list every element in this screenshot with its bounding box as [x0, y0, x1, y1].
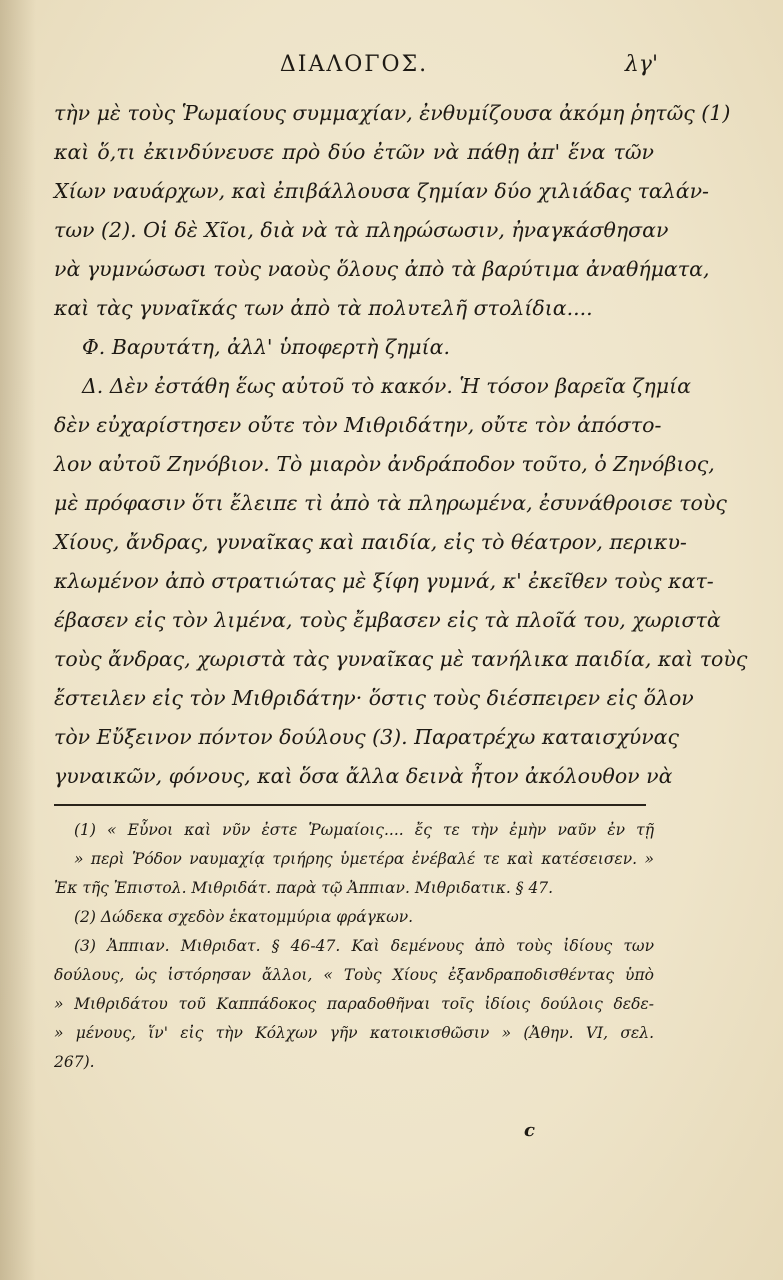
text-line: έβασεν εἰς τὸν λιμένα, τοὺς ἔμβασεν εἰς τὰ πλοῖά του, χωριστὰ [54, 608, 721, 632]
text-line: καὶ τὰς γυναῖκάς των ἀπὸ τὰ πολυτελῆ στολίδια.... [54, 296, 593, 320]
text-line: Φ. Βαρυτάτη, ἀλλ' ὑποφερτὴ ζημία. [82, 335, 451, 359]
footnote-line: (2) Δώδεκα σχεδὸν ἑκατομμύρια φράγκων. [74, 908, 414, 926]
page-number: λγ' [624, 52, 658, 77]
footnote-line: » μένους, ἵν' εἰς τὴν Κόλχων γῆν κατοικισθῶσιν » (Ἀθην. VI, σελ. [54, 1024, 654, 1042]
footnote-line: Ἐκ τῆς Ἐπιστολ. Μιθριδάτ. παρὰ τῷ Ἀππιαν. Μιθριδατικ. § 47. [54, 879, 554, 897]
page-header [54, 52, 658, 86]
signature-mark: c [524, 1120, 535, 1141]
footnote-line: δούλους, ὡς ἱστόρησαν ἄλλοι, « Τοὺς Χίους ἐξανδραποδισθέντας ὑπὸ [54, 966, 654, 984]
footnote-line: » περὶ Ῥόδον ναυμαχίᾳ τριήρης ὑμετέρα ἐνέβαλέ τε καὶ κατέσεισεν. » [74, 850, 654, 868]
footnote-line: (1) « Εὖνοι καὶ νῦν ἐστε Ῥωμαίοις.... ἔς τε τὴν ἐμὴν ναῦν ἐν τῇ [74, 821, 654, 839]
text-line: τοὺς ἄνδρας, χωριστὰ τὰς γυναῖκας μὲ τανήλικα παιδία, καὶ τοὺς [54, 647, 748, 671]
text-line: λον αὐτοῦ Ζηνόβιον. Τὸ μιαρὸν ἀνδράποδον τοῦτο, ὁ Ζηνόβιος, [54, 452, 715, 476]
text-line: ἔστειλεν εἰς τὸν Μιθριδάτην· ὅστις τοὺς διέσπειρεν εἰς ὅλον [54, 686, 694, 710]
text-line: Χίους, ἄνδρας, γυναῖκας καὶ παιδία, εἰς τὸ θέατρον, περικυ- [54, 530, 687, 554]
text-line: μὲ πρόφασιν ὅτι ἔλειπε τὶ ἀπὸ τὰ πληρωμένα, ἐσυνάθροισε τοὺς [54, 491, 727, 515]
text-line: τὸν Εὔξεινον πόντον δούλους (3). Παρατρέχω καταισχύνας [54, 725, 679, 749]
text-line: καὶ ὅ,τι ἐκινδύνευσε πρὸ δύο ἐτῶν νὰ πάθῃ ἀπ' ἕνα τῶν [54, 140, 654, 164]
footnote-rule [54, 804, 646, 806]
footnote-line: (3) Ἀππιαν. Μιθριδατ. § 46-47. Καὶ δεμένους ἀπὸ τοὺς ἰδίους των [74, 937, 654, 955]
text-line: Δ. Δὲν ἐστάθη ἕως αὐτοῦ τὸ κακόν. Ἡ τόσον βαρεῖα ζημία [82, 374, 691, 398]
footnote-line: 267). [54, 1053, 95, 1071]
text-line: των (2). Οἱ δὲ Χῖοι, διὰ νὰ τὰ πληρώσωσιν, ἠναγκάσθησαν [54, 218, 669, 242]
text-line: τὴν μὲ τοὺς Ῥωμαίους συμμαχίαν, ἐνθυμίζουσα ἀκόμη ῥητῶς (1) [54, 101, 731, 125]
text-line: κλωμένον ἀπὸ στρατιώτας μὲ ξίφη γυμνά, κ' ἐκεῖθεν τοὺς κατ- [54, 569, 714, 593]
gutter-shadow [0, 0, 36, 1280]
footnotes [54, 816, 654, 1077]
text-line: δὲν εὐχαρίστησεν οὔτε τὸν Μιθριδάτην, οὔτε τὸν ἀπόστο- [54, 413, 662, 437]
footnote-line: » Μιθριδάτου τοῦ Καππάδοκος παραδοθῆναι τοῖς ἰδίοις δούλοις δεδε- [54, 995, 654, 1013]
text-line: γυναικῶν, φόνους, καὶ ὅσα ἄλλα δεινὰ ἦτον ἀκόλουθον νὰ [54, 764, 673, 788]
main-text [54, 94, 748, 796]
text-line: Χίων ναυάρχων, καὶ ἐπιβάλλουσα ζημίαν δύο χιλιάδας ταλάν- [54, 179, 709, 203]
running-title: ΔΙΑΛΟΓΟΣ. [279, 52, 429, 77]
text-line: νὰ γυμνώσωσι τοὺς ναοὺς ὅλους ἀπὸ τὰ βαρύτιμα ἀναθήματα, [54, 257, 710, 281]
